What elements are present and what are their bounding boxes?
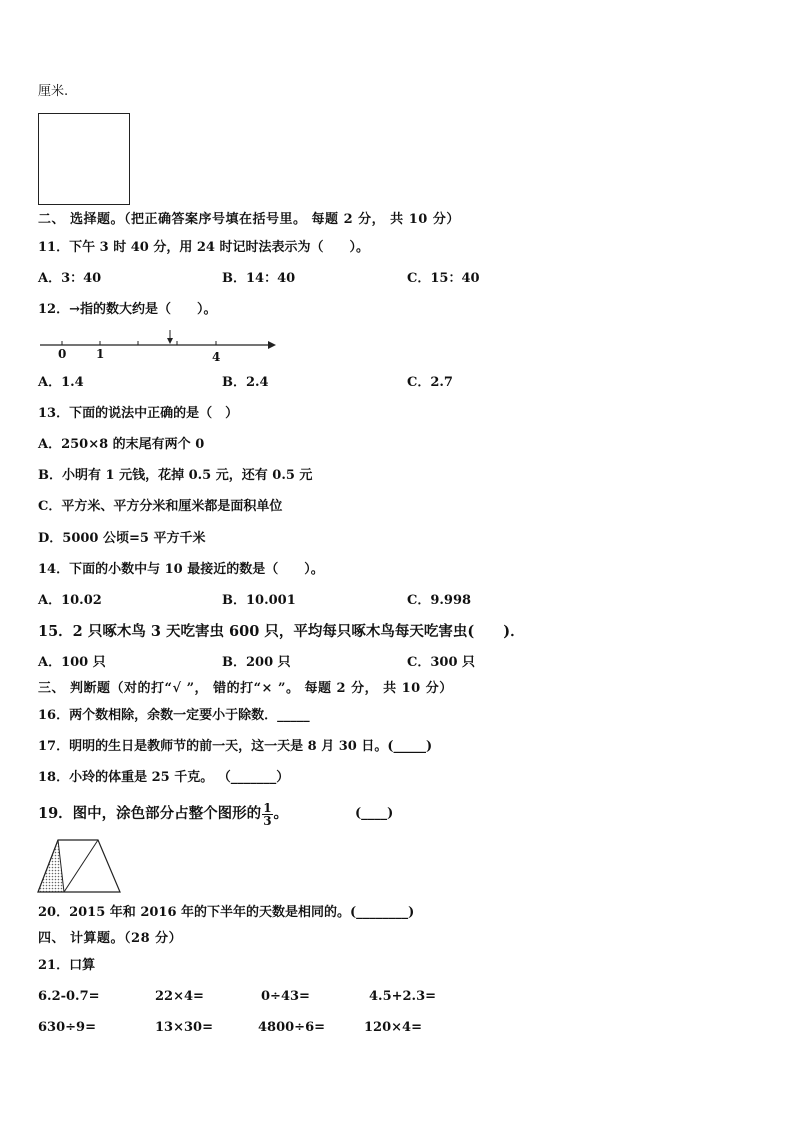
calc-item: 4800÷6= <box>258 1020 326 1035</box>
section4-header: 四、 计算题。（28 分） <box>38 931 183 946</box>
section3-header: 三、 判断题（对的打“√ ”， 错的打“× ”。 每题 2 分， 共 10 分） <box>38 681 453 696</box>
q21-text: 21．口算 <box>38 958 96 973</box>
number-line-label-1: 1 <box>96 347 105 361</box>
q14-option-b[interactable]: B．10.001 <box>222 593 296 608</box>
q20-text: 20．2015 年和 2016 年的下半年的天数是相同的。(________) <box>38 905 415 920</box>
calc-item: 630÷9= <box>38 1020 96 1035</box>
q11-text: 11．下午 3 时 40 分，用 24 时记时法表示为（ ）。 <box>38 240 369 255</box>
section2-header: 二、 选择题。（把正确答案序号填在括号里。 每题 2 分， 共 10 分） <box>38 212 460 227</box>
q15-option-b[interactable]: B．200 只 <box>222 655 291 670</box>
q13-text: 13．下面的说法中正确的是（ ） <box>38 406 239 421</box>
number-line-label-0: 0 <box>58 347 67 361</box>
q19-answer-blank[interactable]: (____) <box>355 806 394 821</box>
q12-option-b[interactable]: B．2.4 <box>222 375 269 390</box>
q13-option-d[interactable]: D．5000 公顷=5 平方千米 <box>38 531 206 546</box>
calc-item: 4.5+2.3= <box>369 989 437 1004</box>
q14-text: 14．下面的小数中与 10 最接近的数是（ ）。 <box>38 562 324 577</box>
number-line-arrowhead <box>268 341 276 349</box>
pointer-arrow-icon <box>167 338 173 344</box>
one-third-fraction <box>262 802 272 827</box>
q12-option-c[interactable]: C．2.7 <box>407 375 453 390</box>
q15-text: 15．2 只啄木鸟 3 天吃害虫 600 只，平均每只啄木鸟每天吃害虫( )． <box>38 623 525 640</box>
calc-item: 0÷43= <box>261 989 310 1004</box>
q12-text: 12．→指的数大约是（ ）。 <box>38 302 217 317</box>
calc-item: 120×4= <box>364 1020 422 1035</box>
q13-option-c[interactable]: C．平方米、平方分米和厘米都是面积单位 <box>38 499 283 514</box>
q11-option-a[interactable]: A．3：40 <box>38 271 102 286</box>
q11-option-c[interactable]: C．15：40 <box>407 271 480 286</box>
q15-option-a[interactable]: A．100 只 <box>38 655 106 670</box>
q18-text: 18．小玲的体重是 25 千克。 （_______） <box>38 770 290 785</box>
calc-item: 22×4= <box>155 989 204 1004</box>
shaded-triangle <box>38 840 64 892</box>
calc-item: 6.2-0.7= <box>38 989 100 1004</box>
q17-text: 17．明明的生日是教师节的前一天，这一天是 8 月 30 日。(_____) <box>38 739 433 754</box>
q19-text-end: 。 <box>273 805 289 822</box>
q13-option-a[interactable]: A．250×8 的末尾有两个 0 <box>38 437 205 452</box>
number-line-label-4: 4 <box>212 350 221 364</box>
shaded-parallelogram-figure <box>36 836 124 896</box>
q16-text: 16．两个数相除，余数一定要小于除数．_____ <box>38 708 310 723</box>
inner-diagonal <box>64 840 98 892</box>
q12-option-a[interactable]: A．1.4 <box>38 375 84 390</box>
top-unit-text: 厘米. <box>38 84 69 99</box>
square-figure <box>38 113 130 205</box>
q15-option-c[interactable]: C．300 只 <box>407 655 476 670</box>
q19-line <box>38 801 288 827</box>
calc-item: 13×30= <box>155 1020 213 1035</box>
fraction-denominator: 3 <box>263 813 272 828</box>
q14-option-c[interactable]: C．9.998 <box>407 593 472 608</box>
q14-option-a[interactable]: A．10.02 <box>38 593 102 608</box>
number-line <box>36 328 276 366</box>
q11-option-b[interactable]: B．14：40 <box>222 271 296 286</box>
q19-text: 19．图中，涂色部分占整个图形的 <box>38 805 262 822</box>
q13-option-b[interactable]: B．小明有 1 元钱，花掉 0.5 元，还有 0.5 元 <box>38 468 313 483</box>
fraction-numerator: 1 <box>263 800 272 815</box>
